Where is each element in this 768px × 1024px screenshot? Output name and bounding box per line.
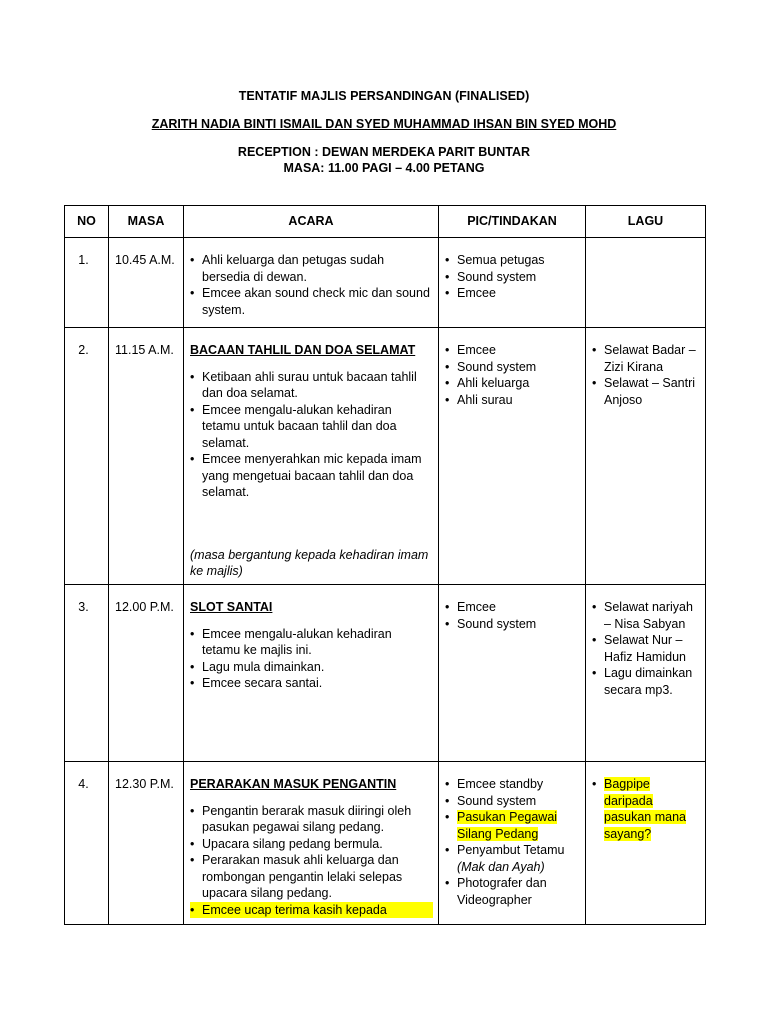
couple-names: ZARITH NADIA BINTI ISMAIL DAN SYED MUHAMMAD IHSAN BIN SYED MOHD [151,117,617,131]
pic-subnote: (Mak dan Ayah) [457,859,545,874]
list-item-highlighted: • Bagpipe daripada pasukan mana sayang? [592,776,700,842]
list-item-highlighted: • Emcee ucap terima kasih kepada [190,902,433,919]
venue: RECEPTION : DEWAN MERDEKA PARIT BUNTAR [237,145,531,159]
section-title: SLOT SANTAI [190,600,273,614]
list-item: • Emcee [445,285,580,302]
row-time: 12.00 P.M. [115,600,174,614]
list-item: • Selawat nariyah – Nisa Sabyan [592,599,700,632]
list-item: • Lagu mula dimainkan. [190,659,433,676]
header-acara: ACARA [184,206,439,238]
table-row [65,762,706,925]
list-item-highlighted: • Pasukan Pegawai Silang Pedang [445,809,580,842]
list-item: • Ahli keluarga dan petugas sudah bersedia di dewan. [190,252,433,285]
row-number: 3. [78,600,89,614]
row-time: 12.30 P.M. [115,777,174,791]
acara-list [190,803,433,919]
header-lagu: LAGU [586,206,706,238]
list-item: • Emcee standby [445,776,580,793]
list-item: • Sound system [445,616,580,633]
timing-note: (masa bergantung kepada kehadiran imam ke majlis) [190,547,429,578]
row-time: 10.45 A.M. [115,253,175,267]
lagu-empty [586,238,705,252]
list-item: • Emcee [445,599,580,616]
table-row [65,238,706,328]
list-item: • Semua petugas [445,252,580,269]
list-item: • Selawat Badar – Zizi Kirana [592,342,700,375]
lagu-list [592,342,700,408]
list-item: • Upacara silang pedang bermula. [190,836,433,853]
list-item: • Perarakan masuk ahli keluarga dan rombongan pengantin lelaki selepas upacara silang pedang. [190,852,433,902]
header-masa: MASA [109,206,184,238]
acara-list [190,252,433,318]
section-title: PERARAKAN MASUK PENGANTIN [190,777,397,791]
table-row [65,585,706,762]
list-item: • Sound system [445,269,580,286]
table-row [65,328,706,585]
list-item: • Photografer dan Videographer [445,875,580,908]
event-time: MASA: 11.00 PAGI – 4.00 PETANG [283,161,485,175]
list-item: • Pengantin berarak masuk diiringi oleh pasukan pegawai silang pedang. [190,803,433,836]
list-item: • Ahli keluarga [445,375,580,392]
list-item: • Ahli surau [445,392,580,409]
list-item: • Sound system [445,793,580,810]
document-title: TENTATIF MAJLIS PERSANDINGAN (FINALISED) [238,89,530,103]
list-item: • Sound system [445,359,580,376]
pic-list [445,252,580,302]
row-number: 1. [78,253,89,267]
list-item: • Emcee menyerahkan mic kepada imam yang mengetuai bacaan tahlil dan doa selamat. [190,451,433,501]
pic-list [445,342,580,408]
list-item: • Lagu dimainkan secara mp3. [592,665,700,698]
list-item: • Penyambut Tetamu (Mak dan Ayah) [445,842,580,875]
lagu-list [592,776,700,842]
list-item: • Selawat – Santri Anjoso [592,375,700,408]
header-no: NO [65,206,109,238]
pic-list [445,776,580,908]
pic-list [445,599,580,632]
lagu-list [592,599,700,698]
list-item: • Emcee mengalu-alukan kehadiran tetamu ke majlis ini. [190,626,433,659]
list-item: • Emcee akan sound check mic dan sound system. [190,285,433,318]
row-number: 2. [78,343,89,357]
acara-list [190,626,433,692]
list-item: • Emcee secara santai. [190,675,433,692]
row-number: 4. [78,777,89,791]
schedule-table [64,205,706,925]
list-item: • Emcee [445,342,580,359]
list-item: • Selawat Nur – Hafiz Hamidun [592,632,700,665]
list-item: • Emcee mengalu-alukan kehadiran tetamu untuk bacaan tahlil dan doa selamat. [190,402,433,452]
list-item: • Ketibaan ahli surau untuk bacaan tahlil dan doa selamat. [190,369,433,402]
table-header-row [65,206,706,238]
row-time: 11.15 A.M. [115,343,174,357]
header-pic: PIC/TINDAKAN [439,206,586,238]
section-title: BACAAN TAHLIL DAN DOA SELAMAT [190,343,416,357]
acara-list [190,369,433,501]
